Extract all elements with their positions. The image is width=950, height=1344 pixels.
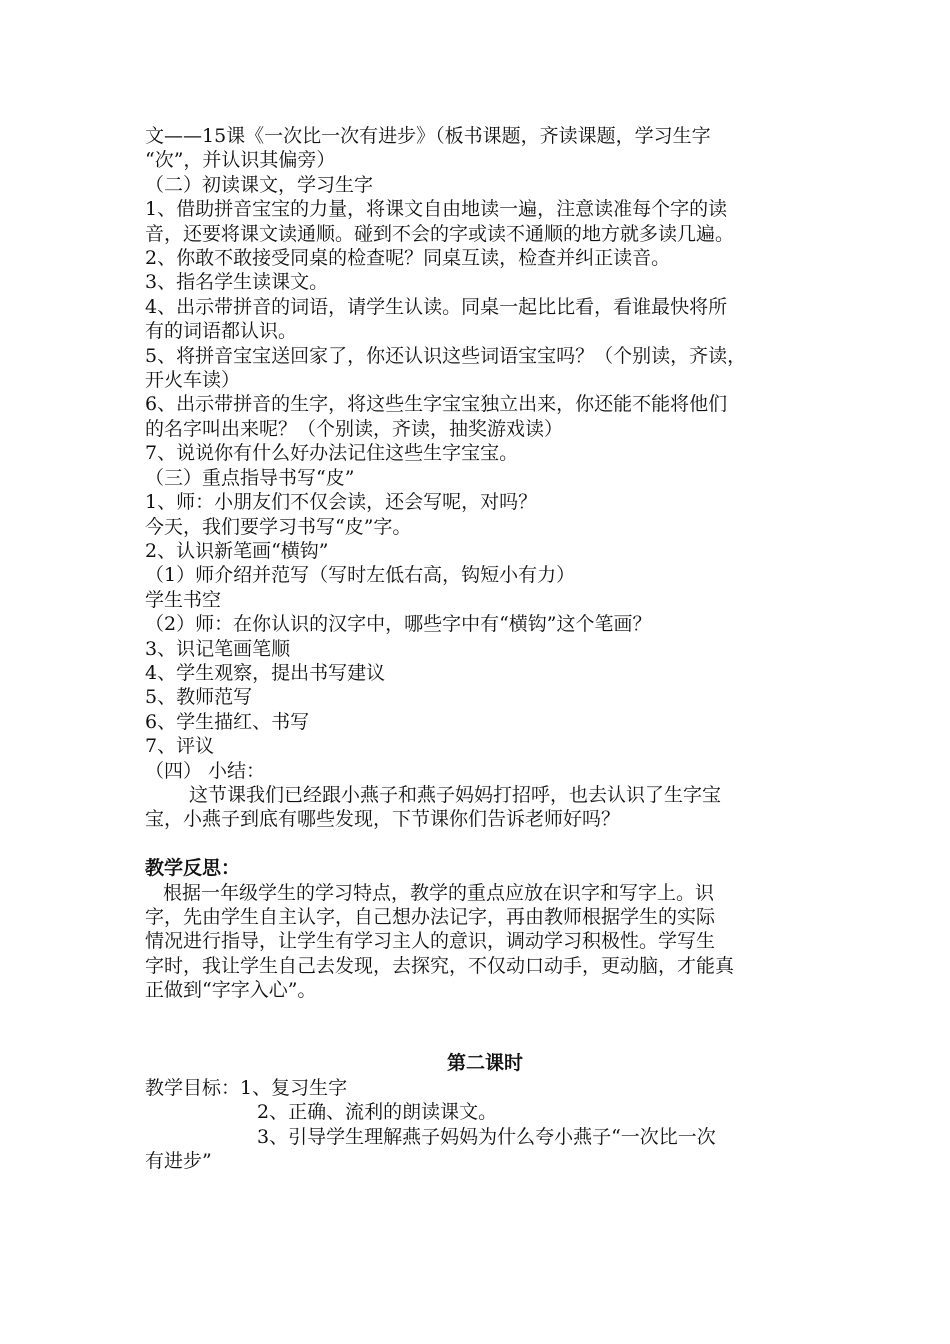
text-line: 文——15课《一次比一次有进步》（板书课题，齐读课题，学习生字	[145, 125, 711, 147]
text-line: 4、学生观察，提出书写建议	[145, 661, 386, 684]
goal-item: 1、复习生字	[240, 1076, 348, 1099]
text-line: 5、教师范写	[145, 686, 253, 709]
goals-line	[145, 1076, 825, 1100]
text-line: 1、师：小朋友们不仅会读，还会写呢，对吗？	[145, 491, 538, 514]
text-line: 4、出示带拼音的词语，请学生认读。同桌一起比比看，看谁最快将所	[145, 295, 728, 318]
text-line: 有的词语都认识。	[145, 320, 298, 343]
spacer	[145, 1003, 825, 1052]
text-line: 开火车读）	[145, 369, 241, 392]
text-line: 宝，小燕子到底有哪些发现，下节课你们告诉老师好吗？	[145, 808, 621, 831]
text-line: 这节课我们已经跟小燕子和燕子妈妈打招呼，也去认识了生字宝	[189, 783, 722, 806]
text-line: 3、指名学生读课文。	[145, 271, 329, 294]
text-line: 5、将拼音宝宝送回家了，你还认识这些词语宝宝吗？（个别读，齐读，	[145, 344, 747, 367]
goal-item: 3、引导学生理解燕子妈妈为什么夸小燕子“一次比一次	[257, 1125, 716, 1148]
text-line: 1、借助拼音宝宝的力量，将课文自由地读一遍，注意读准每个字的读	[145, 198, 728, 221]
text-line: 根据一年级学生的学习特点，教学的重点应放在识字和写字上。识	[163, 881, 715, 904]
spacer	[145, 832, 825, 856]
text-line: 音，还要将课文读通顺。碰到不会的字或读不通顺的地方就多读几遍。	[145, 222, 735, 245]
text-line: 3、识记笔画笔顺	[145, 637, 291, 660]
text-line: 2、认识新笔画“横钩”	[145, 539, 329, 562]
text-line: 7、评议	[145, 735, 215, 758]
text-line: 2、你敢不敢接受同桌的检查呢？同桌互读，检查并纠正读音。	[145, 247, 671, 270]
section-heading: （四） 小结：	[145, 759, 266, 782]
reflection-heading: 教学反思：	[145, 857, 241, 880]
text-line: 今天，我们要学习书写“皮”字。	[145, 515, 412, 538]
goal-item: 2、正确、流利的朗读课文。	[257, 1101, 498, 1124]
text-line: 情况进行指导，让学生有学习主人的意识，调动学习积极性。学写生	[145, 930, 716, 953]
text-line: 字，先由学生自主认字，自己想办法记字，再由教师根据学生的实际	[145, 905, 716, 928]
text-line: 学生书空	[145, 588, 222, 611]
text-line: （2）师：在你认识的汉字中，哪些字中有“横钩”这个笔画？	[145, 613, 652, 636]
text-line: 的名字叫出来呢？（个别读，齐读，抽奖游戏读）	[145, 417, 564, 440]
lesson-title: 第二课时	[446, 1052, 523, 1075]
text-line: “次”，并认识其偏旁）	[145, 149, 336, 172]
document-page	[145, 124, 825, 1173]
section-heading: （三）重点指导书写“皮”	[145, 466, 355, 489]
goals-label: 教学目标：	[145, 1076, 241, 1099]
goal-item-continued: 有进步”	[145, 1150, 212, 1173]
text-line: 字时，我让学生自己去发现，去探究，不仅动口动手，更动脑，才能真	[145, 954, 735, 977]
section-heading: （二）初读课文，学习生字	[145, 173, 374, 196]
text-line: 6、学生描红、书写	[145, 710, 310, 733]
text-line: 7、说说你有什么好办法记住这些生字宝宝。	[145, 442, 519, 465]
text-line: 6、出示带拼音的生字，将这些生字宝宝独立出来，你还能不能将他们	[145, 393, 728, 416]
text-line: 正做到“字字入心”。	[145, 979, 317, 1002]
text-line: （1）师介绍并范写（写时左低右高，钩短小有力）	[145, 564, 576, 587]
